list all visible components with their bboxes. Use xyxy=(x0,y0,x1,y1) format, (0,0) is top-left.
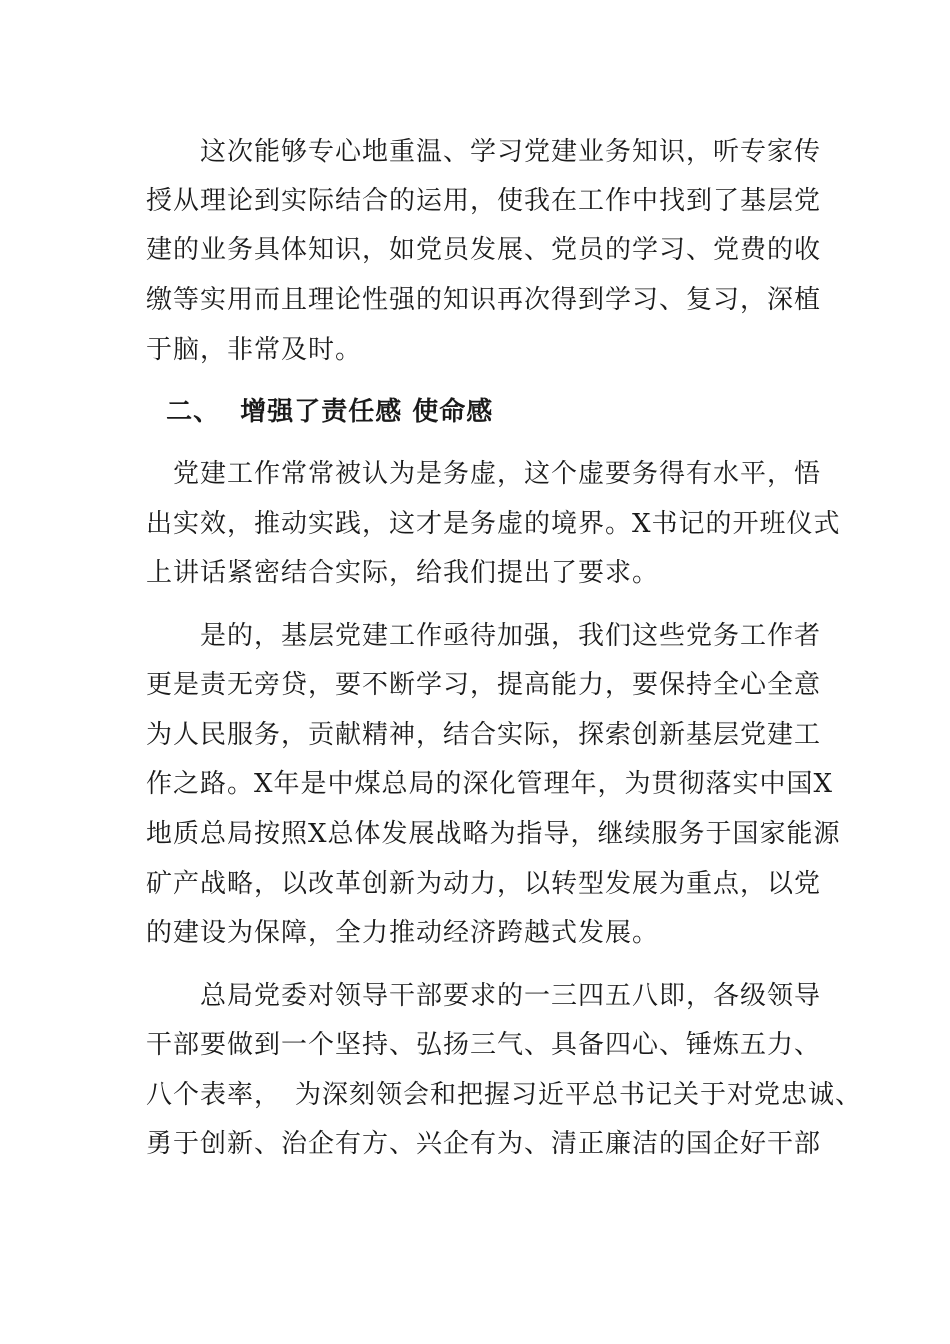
paragraph-1-line-1: 这次能够专心地重温、学习党建业务知识，听专家传 xyxy=(146,137,822,167)
paragraph-4-line-1: 总局党委对领导干部要求的一三四五八即，各级领导 xyxy=(146,981,822,1011)
paragraph-3-line-7: 的建设为保障，全力推动经济跨越式发展。 xyxy=(146,918,660,948)
paragraph-1-line-4: 缴等实用而且理论性强的知识再次得到学习、复习，深植 xyxy=(146,285,822,315)
paragraph-2-line-2: 出实效，推动实践，这才是务虚的境界。X书记的开班仪式 xyxy=(146,509,841,539)
paragraph-3-line-1: 是的，基层党建工作亟待加强，我们这些党务工作者 xyxy=(146,621,822,651)
paragraph-3-line-5: 地质总局按照X总体发展战略为指导，继续服务于国家能源 xyxy=(146,819,841,849)
paragraph-3-line-2: 更是责无旁贷，要不断学习，提高能力，要保持全心全意 xyxy=(146,670,822,700)
paragraph-1-line-5: 于脑，非常及时。 xyxy=(146,335,363,365)
paragraph-4-line-4: 勇于创新、治企有方、兴企有为、清正廉洁的国企好干部 xyxy=(146,1129,822,1159)
paragraph-4-line-3: 八个表率， 为深刻领会和把握习近平总书记关于对党忠诚、 xyxy=(146,1080,863,1110)
paragraph-2-line-1: 党建工作常常被认为是务虚，这个虚要务得有水平，悟 xyxy=(146,459,822,489)
paragraph-1-line-2: 授从理论到实际结合的运用，使我在工作中找到了基层党 xyxy=(146,186,822,216)
section-heading-2: 二、 增强了责任感 使命感 xyxy=(146,397,494,427)
paragraph-3-line-4: 作之路。X年是中煤总局的深化管理年，为贯彻落实中国X xyxy=(146,769,834,799)
paragraph-3-line-6: 矿产战略，以改革创新为动力，以转型发展为重点，以党 xyxy=(146,869,822,899)
paragraph-4-line-2: 干部要做到一个坚持、弘扬三气、具备四心、锤炼五力、 xyxy=(146,1030,822,1060)
paragraph-2-line-3: 上讲话紧密结合实际，给我们提出了要求。 xyxy=(146,558,660,588)
paragraph-3-line-3: 为人民服务，贡献精神，结合实际，探索创新基层党建工 xyxy=(146,720,822,750)
paragraph-1-line-3: 建的业务具体知识，如党员发展、党员的学习、党费的收 xyxy=(146,235,822,265)
